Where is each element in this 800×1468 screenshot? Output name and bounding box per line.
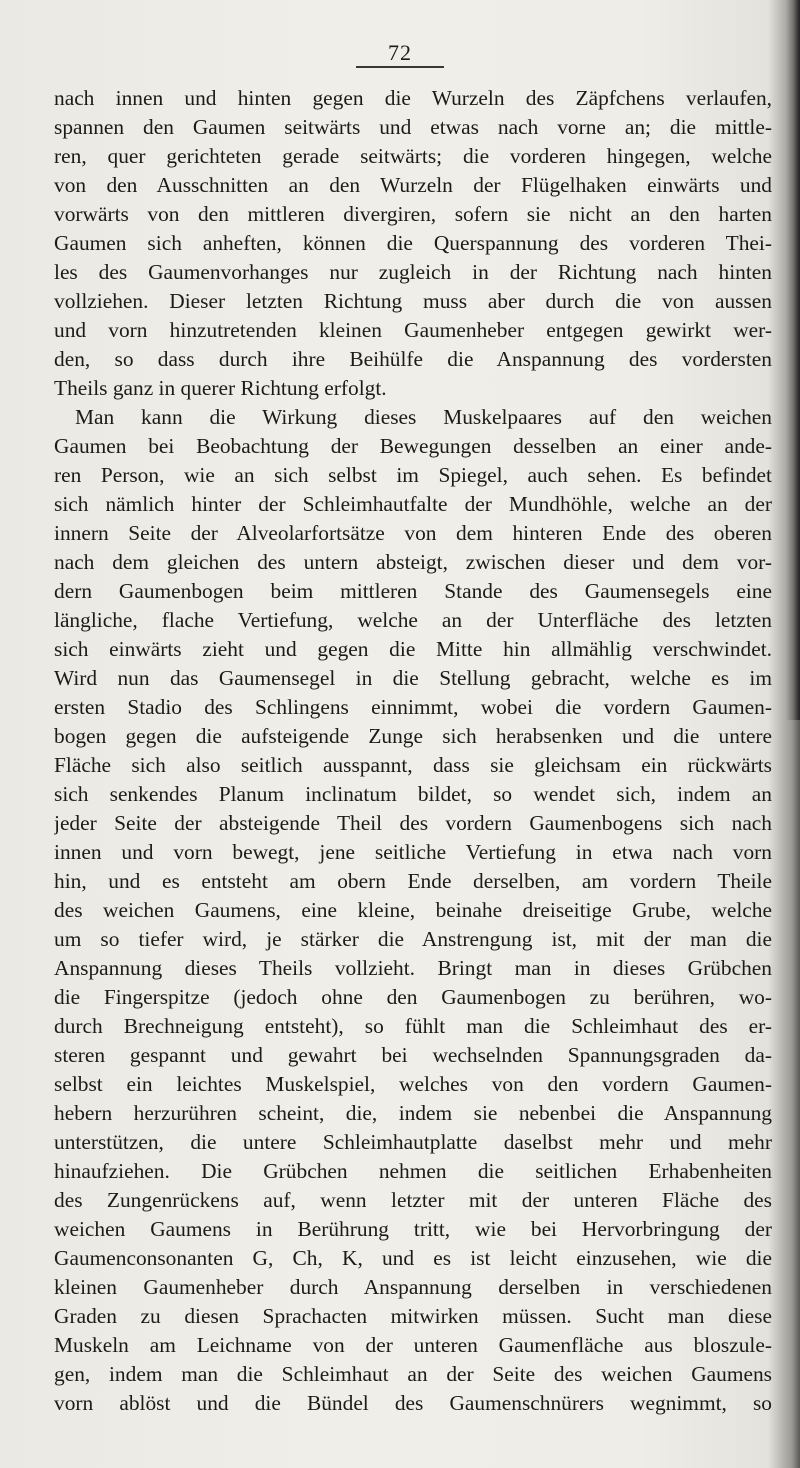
text-line: des Zungenrückens auf, wenn letzter mit der unteren Fläche des [54,1188,772,1212]
text-line: von den Ausschnitten an den Wurzeln der Flügelhaken einwärts und [54,173,772,197]
text-line: hinaufziehen. Die Grübchen nehmen die seitlichen Erhabenheiten [54,1159,772,1183]
text-line: selbst ein leichtes Muskelspiel, welches von den vordern Gaumen- [54,1072,772,1096]
text-line: ersten Stadio des Schlingens einnimmt, wobei die vordern Gaumen- [54,695,772,719]
text-line: Graden zu diesen Sprachacten mitwirken müssen. Sucht man diese [54,1304,772,1328]
text-line: vorwärts von den mittleren divergiren, sofern sie nicht an den harten [54,202,772,226]
text-line: längliche, flache Vertiefung, welche an der Unterfläche des letzten [54,608,772,632]
page-number [0,40,800,68]
text-line: um so tiefer wird, je stärker die Anstrengung ist, mit der man die [54,927,772,951]
text-line: kleinen Gaumenheber durch Anspannung derselben in verschiedenen [54,1275,772,1299]
text-line: Wird nun das Gaumensegel in die Stellung gebracht, welche es im [54,666,772,690]
page-number-text: 72 [356,42,444,68]
text-line: weichen Gaumens in Berührung tritt, wie bei Hervorbringung der [54,1217,772,1241]
text-line: hin, und es entsteht am obern Ende derselben, am vordern Theile [54,869,772,893]
text-line: les des Gaumenvorhanges nur zugleich in der Richtung nach hinten [54,260,772,284]
text-line: vollziehen. Dieser letzten Richtung muss aber durch die von aussen [54,289,772,313]
text-line: ren, quer gerichteten gerade seitwärts; die vorderen hingegen, welche [54,144,772,168]
text-line: gen, indem man die Schleimhaut an der Seite des weichen Gaumens [54,1362,772,1386]
text-line: sich einwärts zieht und gegen die Mitte hin allmählig verschwindet. [54,637,772,661]
text-line: dern Gaumenbogen beim mittleren Stande des Gaumensegels eine [54,579,772,603]
text-line: steren gespannt und gewahrt bei wechselnden Spannungsgraden da- [54,1043,772,1067]
text-line: des weichen Gaumens, eine kleine, beinahe dreiseitige Grube, welche [54,898,772,922]
body-text [54,84,772,1418]
text-line: nach dem gleichen des untern absteigt, zwischen dieser und dem vor- [54,550,772,574]
page-edge-shadow [786,0,800,720]
text-line: und vorn hinzutretenden kleinen Gaumenheber entgegen gewirkt wer- [54,318,772,342]
text-line: Gaumenconsonanten G, Ch, K, und es ist leicht einzusehen, wie die [54,1246,772,1270]
text-line: unterstützen, die untere Schleimhautplatte daselbst mehr und mehr [54,1130,772,1154]
text-line: spannen den Gaumen seitwärts und etwas nach vorne an; die mittle- [54,115,772,139]
text-line: Gaumen bei Beobachtung der Bewegungen desselben an einer ande- [54,434,772,458]
text-line: nach innen und hinten gegen die Wurzeln des Zäpfchens verlaufen, [54,86,772,110]
text-line: vorn ablöst und die Bündel des Gaumenschnürers wegnimmt, so [54,1391,772,1415]
text-line: Anspannung dieses Theils vollzieht. Bringt man in dieses Grübchen [54,956,772,980]
text-line: innern Seite der Alveolarfortsätze von dem hinteren Ende des oberen [54,521,772,545]
text-line: ren Person, wie an sich selbst im Spiegel, auch sehen. Es befindet [54,463,772,487]
text-line: den, so dass durch ihre Beihülfe die Anspannung des vordersten [54,347,772,371]
text-line: sich senkendes Planum inclinatum bildet, so wendet sich, indem an [54,782,772,806]
text-line: jeder Seite der absteigende Theil des vordern Gaumenbogens sich nach [54,811,772,835]
text-line: bogen gegen die aufsteigende Zunge sich herabsenken und die untere [54,724,772,748]
text-line: Fläche sich also seitlich ausspannt, dass sie gleichsam ein rückwärts [54,753,772,777]
paragraph-start-line: Man kann die Wirkung dieses Muskelpaares auf den weichen [75,405,772,429]
text-line: Gaumen sich anheften, können die Querspannung des vorderen Thei- [54,231,772,255]
text-line: sich nämlich hinter der Schleimhautfalte der Mundhöhle, welche an der [54,492,772,516]
text-line: die Fingerspitze (jedoch ohne den Gaumenbogen zu berühren, wo- [54,985,772,1009]
text-line: innen und vorn bewegt, jene seitliche Vertiefung in etwa nach vorn [54,840,772,864]
text-line: hebern herzurühren scheint, die, indem sie nebenbei die Anspannung [54,1101,772,1125]
text-line: durch Brechneigung entsteht), so fühlt man die Schleimhaut des er- [54,1014,772,1038]
paragraph-end-line: Theils ganz in querer Richtung erfolgt. [54,376,387,400]
text-line: Muskeln am Leichname von der unteren Gaumenfläche aus bloszule- [54,1333,772,1357]
